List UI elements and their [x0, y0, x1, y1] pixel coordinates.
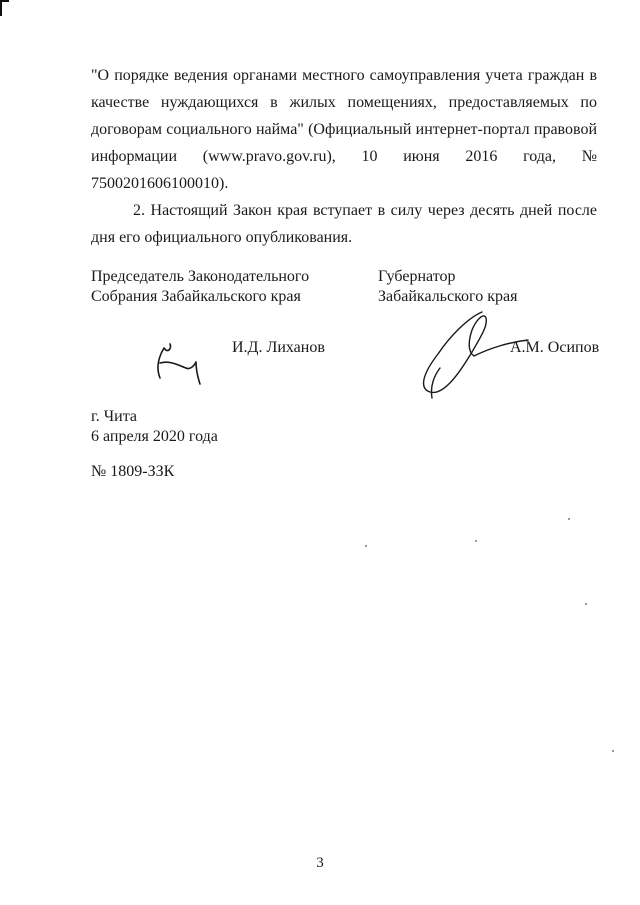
- scan-speck: [475, 540, 477, 542]
- scan-speck: [365, 545, 367, 547]
- left-title-line1: Председатель Законодательного: [91, 268, 310, 285]
- left-signatory-title: [91, 267, 309, 307]
- scan-speck: [568, 518, 570, 520]
- paragraph-effective-date: 2. Настоящий Закон края вступает в силу через десять дней после дня его официального опубликования.: [91, 202, 597, 246]
- page-number: 3: [316, 855, 324, 871]
- right-title-line1: Губернатор: [378, 268, 456, 285]
- scan-speck: [612, 750, 614, 752]
- corner-crop-mark: [0, 0, 9, 16]
- scan-speck: [585, 603, 587, 605]
- city: г. Чита: [91, 408, 138, 425]
- law-number: № 1809-ЗЗК: [91, 463, 175, 480]
- right-signatory-name: А.М. Осипов: [510, 339, 600, 356]
- right-signatory-title: [378, 267, 517, 307]
- left-handwritten-signature: [150, 338, 220, 388]
- signing-date: 6 апреля 2020 года: [91, 428, 218, 445]
- law-body-text: [91, 62, 597, 251]
- place-date-block: [91, 407, 218, 447]
- paragraph-continuation: "О порядке ведения органами местного самоуправления учета граждан в качестве нуждающихся в жилых помещениях, предоставляемых по договорам социального найма" (Официальный интернет-портал правовой информации (www.pravo.gov.ru), 10 июня 2016 года, № 7500201606100010).: [91, 67, 597, 192]
- right-title-line2: Забайкальского края: [378, 288, 518, 305]
- left-signatory-name: И.Д. Лиханов: [232, 339, 325, 356]
- left-title-line2: Собрания Забайкальского края: [91, 288, 301, 305]
